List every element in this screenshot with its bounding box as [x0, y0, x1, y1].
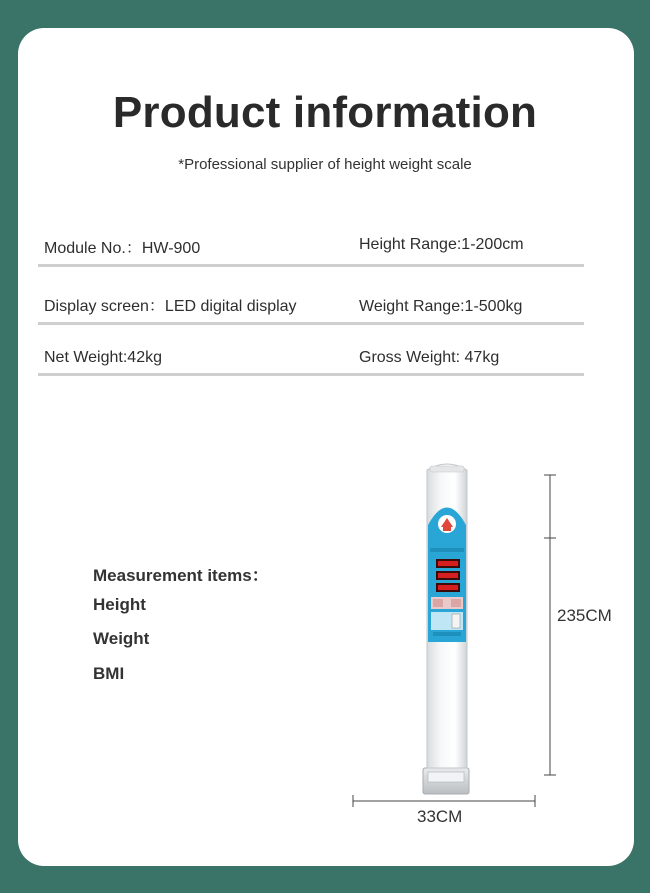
spec-height-range: Height Range:1-200cm [359, 236, 524, 253]
spec-gross-weight: Gross Weight: 47kg [359, 349, 500, 366]
measurement-item-height: Height [93, 595, 146, 614]
spec-net-weight: Net Weight:42kg [44, 349, 162, 366]
measurement-item-weight: Weight [93, 629, 150, 648]
spec-display-screen: Display screen：LED digital display [44, 298, 297, 315]
measurement-heading: Measurement items： [93, 566, 269, 585]
measurement-item-bmi: BMI [93, 664, 125, 683]
width-dimension-line [353, 795, 535, 807]
led-display [436, 559, 460, 592]
spec-module-no: Module No.：HW-900 [44, 240, 201, 257]
page-title: Product information [112, 88, 538, 137]
height-dimension-label: 235CM [557, 606, 612, 625]
width-dimension-label: 33CM [417, 807, 463, 826]
spec-weight-range: Weight Range:1-500kg [359, 298, 523, 315]
page-subtitle: *Professional supplier of height weight scale [178, 156, 472, 173]
scale-base [423, 768, 469, 794]
height-dimension-line [544, 475, 556, 775]
